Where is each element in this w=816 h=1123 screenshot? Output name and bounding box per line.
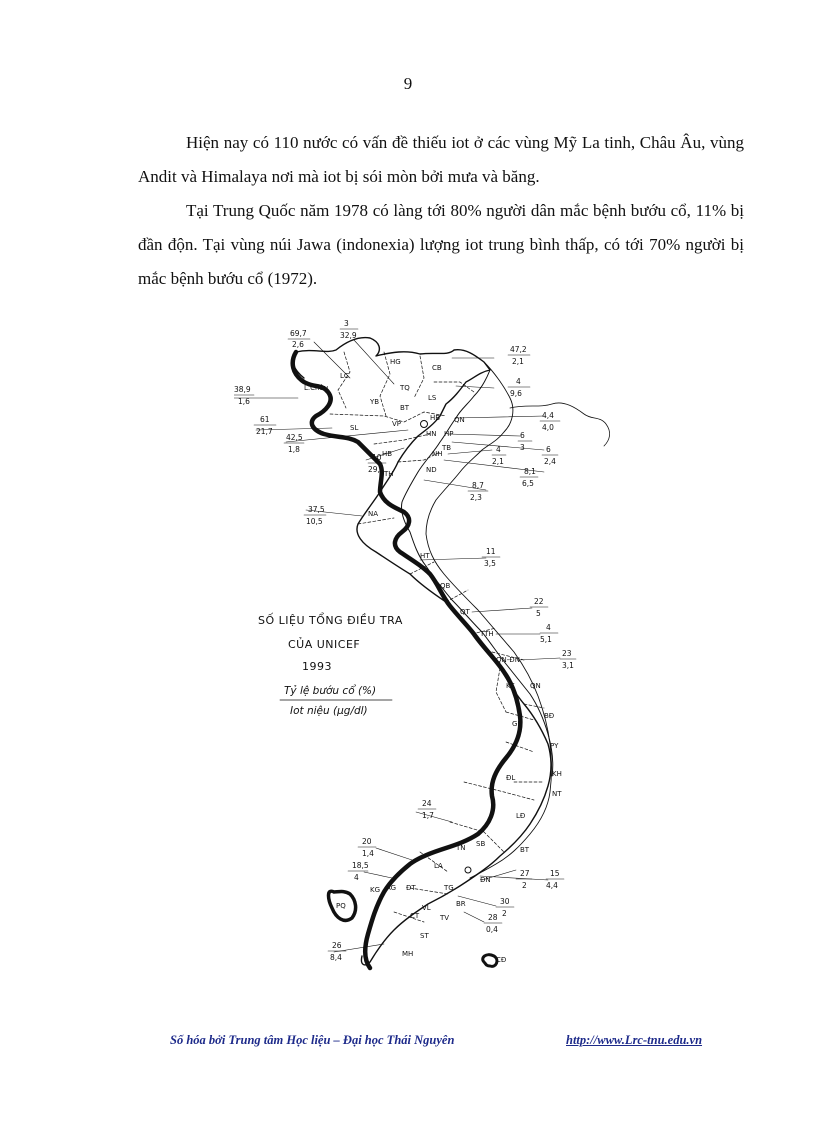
vietnam-goiter-map (234, 312, 624, 984)
province-label: TTH (480, 630, 494, 638)
province-label: HB (382, 450, 393, 458)
province-label: BT (520, 846, 530, 854)
value-top: 69,7 (290, 329, 307, 338)
value-top: 8,7 (472, 481, 484, 490)
province-label: VP (392, 420, 402, 428)
value-top: 11 (486, 547, 496, 556)
province-label: LC (340, 372, 349, 380)
value-top: 23 (562, 649, 572, 658)
province-label: CĐ (496, 956, 507, 964)
value-top: 37,5 (308, 505, 325, 514)
province-label: L.Châu (304, 384, 329, 392)
value-bottom: 2,1 (492, 457, 504, 466)
province-label: KH (552, 770, 562, 778)
province-label: QN-ĐN (496, 656, 520, 664)
paragraph-iodine-deficiency-countries (138, 126, 744, 194)
province-label: TN (456, 844, 466, 852)
value-top: 22 (534, 597, 544, 606)
value-bottom: 2,3 (470, 493, 482, 502)
value-top: 10 (372, 453, 382, 462)
legend-denominator: Iot niệu (µg/dl) (290, 705, 368, 717)
value-bottom: 3 (520, 443, 525, 452)
value-bottom: 1,7 (422, 811, 434, 820)
value-bottom: 32,9 (340, 331, 357, 340)
province-label: KT (506, 682, 515, 690)
leader-lines (234, 340, 560, 952)
value-bottom: 5 (536, 609, 541, 618)
value-bottom: 2,1 (512, 357, 524, 366)
value-top: 8,1 (524, 467, 536, 476)
value-bottom: 3,5 (484, 559, 496, 568)
paragraph-text: Hiện nay có 110 nước có vấn đề thiếu iot ở các vùng Mỹ La tinh, Châu Âu, vùng Andit và Himalaya nơi mà iot bị sói mòn bởi mưa và băng. (138, 133, 744, 186)
province-label: QT (460, 608, 470, 616)
map-legend (258, 612, 403, 717)
province-label: SL (350, 424, 359, 432)
value-bottom: 2,6 (292, 340, 304, 349)
value-bottom: 10,5 (306, 517, 323, 526)
value-top: 38,9 (234, 385, 251, 394)
legend-line-3: 1993 (302, 660, 332, 673)
value-bottom: 5,1 (540, 635, 552, 644)
value-bottom: 1,8 (288, 445, 300, 454)
value-top: 18,5 (352, 861, 369, 870)
province-label: ĐT (406, 884, 416, 892)
province-label: QB (440, 582, 451, 590)
value-top: 28 (488, 913, 498, 922)
province-label: HG (390, 358, 401, 366)
value-top: 3 (344, 319, 349, 328)
province-label: PY (550, 742, 559, 750)
province-label: TH (384, 470, 394, 478)
province-label: MH (402, 950, 414, 958)
value-bottom: 8,4 (330, 953, 342, 962)
value-top: 4 (546, 623, 551, 632)
legend-line-1: SỐ LIỆU TỔNG ĐIỀU TRA (258, 614, 403, 627)
province-label: HN (426, 430, 437, 438)
province-label: NH (432, 450, 443, 458)
province-label: AG (386, 884, 397, 892)
province-label: CB (432, 364, 442, 372)
province-label: VL (422, 904, 431, 912)
province-label: ĐN (480, 876, 491, 884)
value-top: 30 (500, 897, 510, 906)
province-label: QN (530, 682, 541, 690)
province-label: TB (442, 444, 452, 452)
footer-digitized-by: Số hóa bởi Trung tâm Học liệu – Đại học Thái Nguyên (170, 1033, 455, 1047)
value-bottom: 21,7 (256, 427, 273, 436)
value-top: 26 (332, 941, 342, 950)
value-bottom: 4,4 (546, 881, 558, 890)
footer-url-link[interactable]: http://www.Lrc-tnu.edu.vn (566, 1033, 703, 1047)
province-label: TQ (400, 384, 410, 392)
province-label: CT (410, 912, 420, 920)
province-label: TG (444, 884, 454, 892)
value-bottom: 2 (502, 909, 507, 918)
province-label: ND (426, 466, 437, 474)
province-label: BĐ (544, 712, 555, 720)
value-bottom: 29,1 (368, 465, 385, 474)
page-number: 9 (403, 74, 413, 93)
province-label: YB (370, 398, 380, 406)
province-label: TV (440, 914, 450, 922)
province-label: BT (400, 404, 410, 412)
province-label: HP (444, 430, 454, 438)
value-bottom: 6,5 (522, 479, 534, 488)
legend-numerator: Tỷ lệ bướu cổ (%) (284, 685, 377, 697)
province-label: QN (454, 416, 465, 424)
value-top: 47,2 (510, 345, 527, 354)
value-top: 42,5 (286, 433, 303, 442)
legend-line-2: CỦA UNICEF (288, 638, 361, 651)
value-top: 27 (520, 869, 530, 878)
province-label: ĐL (506, 774, 516, 782)
value-top: 15 (550, 869, 560, 878)
value-bottom: 0,4 (486, 925, 498, 934)
value-top: 4,4 (542, 411, 554, 420)
east-coast-line (426, 362, 552, 878)
province-label: NA (368, 510, 379, 518)
value-top: 6 (546, 445, 551, 454)
hcmc-marker (465, 867, 471, 873)
province-label: LS (428, 394, 437, 402)
value-bottom: 2 (522, 881, 527, 890)
value-bottom: 1,4 (362, 849, 374, 858)
value-bottom: 3,1 (562, 661, 574, 670)
paragraph-china-java (138, 194, 744, 296)
province-label: LA (434, 862, 443, 870)
value-top: 24 (422, 799, 432, 808)
paragraph-text: Tại Trung Quốc năm 1978 có làng tới 80% người dân mắc bệnh bướu cổ, 11% bị đần độn. Tại vùng núi Jawa (indonexia) lượng iot trung bình thấp, có tới 70% người bị mắc bệnh bướu cổ (1972). (138, 201, 744, 288)
value-bottom: 4,0 (542, 423, 554, 432)
value-top: 20 (362, 837, 372, 846)
province-label: HB (430, 414, 441, 422)
value-bottom: 9,6 (510, 389, 522, 398)
value-top: 4 (496, 445, 501, 454)
value-bottom: 1,6 (238, 397, 250, 406)
province-label: SB (476, 840, 486, 848)
province-label: KG (370, 886, 381, 894)
value-top: 6 (520, 431, 525, 440)
province-label: ST (420, 932, 429, 940)
province-label: HT (420, 552, 430, 560)
border-east-wavy (510, 403, 610, 446)
value-bottom: 4 (354, 873, 359, 882)
province-label: BR (456, 900, 466, 908)
province-label: LĐ (516, 812, 526, 820)
map-figure (234, 312, 624, 984)
province-label: GL (512, 720, 522, 728)
value-top: 61 (260, 415, 270, 424)
con-dao-island (483, 955, 497, 967)
value-bottom: 2,4 (544, 457, 556, 466)
value-top: 4 (516, 377, 521, 386)
province-label: NT (552, 790, 562, 798)
hanoi-marker (421, 421, 428, 428)
province-label: PQ (336, 902, 346, 910)
